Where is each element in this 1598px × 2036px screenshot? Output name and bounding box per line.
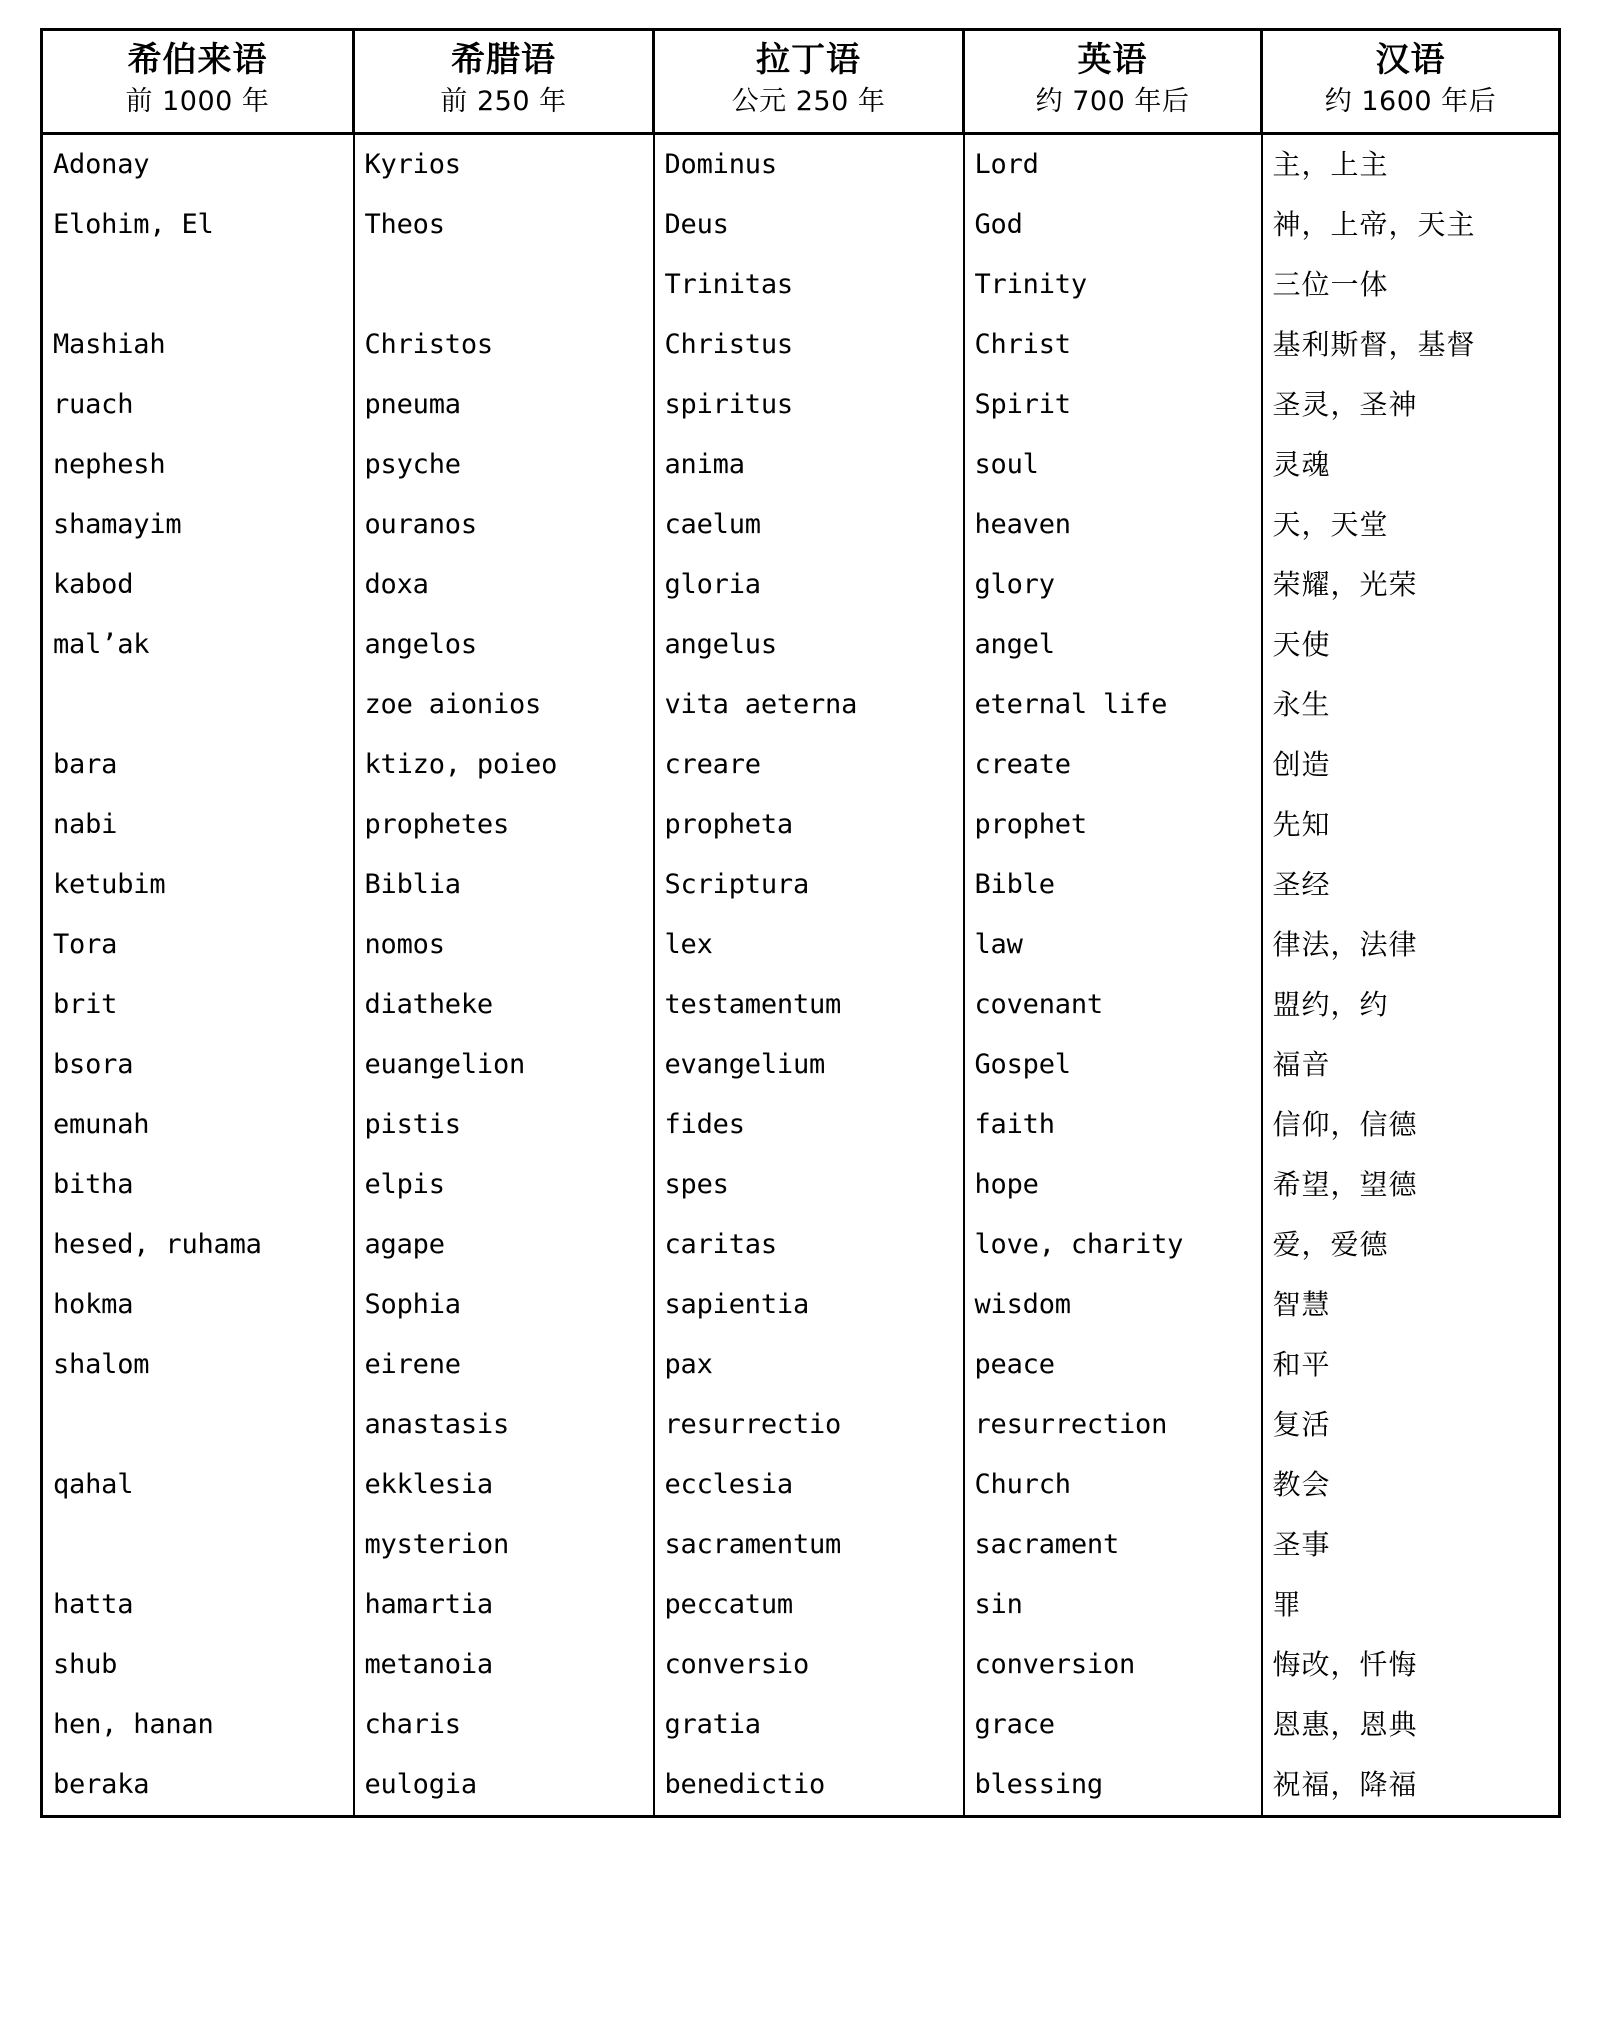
column-period-chinese: 约 1600 年后: [1324, 85, 1497, 117]
table-cell: 神，上帝，天主: [1262, 195, 1560, 255]
table-cell: lex: [654, 915, 964, 975]
table-cell: hokma: [42, 1275, 354, 1335]
table-cell: love, charity: [964, 1215, 1262, 1275]
table-cell: 盟约，约: [1262, 975, 1560, 1035]
table-cell: bara: [42, 735, 354, 795]
table-cell: 罪: [1262, 1575, 1560, 1635]
table-cell: 基利斯督，基督: [1262, 315, 1560, 375]
table-cell: Dominus: [654, 134, 964, 196]
table-cell: sacramentum: [654, 1515, 964, 1575]
table-row: [42, 255, 1560, 315]
table-cell: 永生: [1262, 675, 1560, 735]
column-header-english: [964, 30, 1262, 134]
column-language-hebrew: 希伯来语: [127, 40, 268, 80]
table-cell: Lord: [964, 134, 1262, 196]
table-cell: 福音: [1262, 1035, 1560, 1095]
table-cell: [42, 1395, 354, 1455]
table-cell: eulogia: [354, 1755, 654, 1817]
table-cell: hesed, ruhama: [42, 1215, 354, 1275]
table-cell: pax: [654, 1335, 964, 1395]
table-cell: grace: [964, 1695, 1262, 1755]
table-cell: 灵魂: [1262, 435, 1560, 495]
table-row: [42, 195, 1560, 255]
table-cell: heaven: [964, 495, 1262, 555]
table-cell: caelum: [654, 495, 964, 555]
table-cell: fides: [654, 1095, 964, 1155]
table-row: [42, 495, 1560, 555]
table-cell: 先知: [1262, 795, 1560, 855]
column-language-chinese: 汉语: [1375, 40, 1446, 80]
table-cell: 和平: [1262, 1335, 1560, 1395]
table-cell: faith: [964, 1095, 1262, 1155]
table-cell: ktizo, poieo: [354, 735, 654, 795]
table-cell: eirene: [354, 1335, 654, 1395]
table-body: [42, 134, 1560, 1817]
table-cell: Theos: [354, 195, 654, 255]
table-cell: caritas: [654, 1215, 964, 1275]
table-cell: covenant: [964, 975, 1262, 1035]
table-cell: 荣耀，光荣: [1262, 555, 1560, 615]
table-cell: shub: [42, 1635, 354, 1695]
table-cell: 天使: [1262, 615, 1560, 675]
table-cell: Trinity: [964, 255, 1262, 315]
table-cell: creare: [654, 735, 964, 795]
table-cell: evangelium: [654, 1035, 964, 1095]
table-cell: prophet: [964, 795, 1262, 855]
table-row: [42, 1275, 1560, 1335]
table-row: [42, 855, 1560, 915]
table-row: [42, 1095, 1560, 1155]
table-row: [42, 915, 1560, 975]
table-cell: psyche: [354, 435, 654, 495]
table-cell: brit: [42, 975, 354, 1035]
table-cell: conversion: [964, 1635, 1262, 1695]
table-cell: angelus: [654, 615, 964, 675]
table-cell: 信仰，信德: [1262, 1095, 1560, 1155]
table-cell: Trinitas: [654, 255, 964, 315]
table-row: [42, 315, 1560, 375]
table-row: [42, 1575, 1560, 1635]
table-cell: hen, hanan: [42, 1695, 354, 1755]
table-row: [42, 1215, 1560, 1275]
table-cell: angel: [964, 615, 1262, 675]
column-language-greek: 希腊语: [451, 40, 556, 80]
table-cell: zoe aionios: [354, 675, 654, 735]
table-cell: testamentum: [654, 975, 964, 1035]
table-cell: euangelion: [354, 1035, 654, 1095]
table-cell: propheta: [654, 795, 964, 855]
table-cell: Kyrios: [354, 134, 654, 196]
table-cell: blessing: [964, 1755, 1262, 1817]
table-cell: emunah: [42, 1095, 354, 1155]
table-cell: shamayim: [42, 495, 354, 555]
table-cell: 恩惠，恩典: [1262, 1695, 1560, 1755]
table-cell: sacrament: [964, 1515, 1262, 1575]
table-cell: resurrection: [964, 1395, 1262, 1455]
table-row: [42, 615, 1560, 675]
table-cell: ekklesia: [354, 1455, 654, 1515]
table-cell: eternal life: [964, 675, 1262, 735]
table-cell: pistis: [354, 1095, 654, 1155]
column-header-hebrew: [42, 30, 354, 134]
column-language-english: 英语: [1077, 40, 1148, 80]
table-cell: conversio: [654, 1635, 964, 1695]
table-cell: Church: [964, 1455, 1262, 1515]
table-row: [42, 675, 1560, 735]
column-header-chinese: [1262, 30, 1560, 134]
table-cell: 创造: [1262, 735, 1560, 795]
table-header: [42, 30, 1560, 134]
table-cell: Gospel: [964, 1035, 1262, 1095]
table-cell: mal’ak: [42, 615, 354, 675]
table-cell: vita aeterna: [654, 675, 964, 735]
table-cell: metanoia: [354, 1635, 654, 1695]
column-header-latin: [654, 30, 964, 134]
table-row: [42, 1395, 1560, 1455]
table-cell: hamartia: [354, 1575, 654, 1635]
table-row: [42, 134, 1560, 196]
column-period-hebrew: 前 1000 年: [125, 85, 270, 117]
table-cell: Scriptura: [654, 855, 964, 915]
table-cell: wisdom: [964, 1275, 1262, 1335]
table-row: [42, 435, 1560, 495]
table-row: [42, 555, 1560, 615]
table-cell: 圣灵，圣神: [1262, 375, 1560, 435]
table-cell: spiritus: [654, 375, 964, 435]
table-cell: qahal: [42, 1455, 354, 1515]
table-row: [42, 1515, 1560, 1575]
table-cell: bitha: [42, 1155, 354, 1215]
table-cell: Tora: [42, 915, 354, 975]
table-row: [42, 1155, 1560, 1215]
column-language-latin: 拉丁语: [756, 40, 861, 80]
table-cell: hatta: [42, 1575, 354, 1635]
table-cell: 复活: [1262, 1395, 1560, 1455]
table-cell: 主，上主: [1262, 134, 1560, 196]
table-row: [42, 1695, 1560, 1755]
table-cell: Mashiah: [42, 315, 354, 375]
table-row: [42, 1035, 1560, 1095]
table-cell: pneuma: [354, 375, 654, 435]
table-cell: beraka: [42, 1755, 354, 1817]
table-row: [42, 975, 1560, 1035]
table-cell: ruach: [42, 375, 354, 435]
table-cell: nabi: [42, 795, 354, 855]
table-cell: spes: [654, 1155, 964, 1215]
table-cell: ecclesia: [654, 1455, 964, 1515]
table-cell: 祝福，降福: [1262, 1755, 1560, 1817]
lexicon-table: [40, 28, 1561, 1818]
table-cell: charis: [354, 1695, 654, 1755]
table-row: [42, 1755, 1560, 1817]
table-cell: Adonay: [42, 134, 354, 196]
table-cell: 教会: [1262, 1455, 1560, 1515]
table-cell: 智慧: [1262, 1275, 1560, 1335]
column-header-greek: [354, 30, 654, 134]
table-cell: create: [964, 735, 1262, 795]
table-cell: gloria: [654, 555, 964, 615]
table-cell: hope: [964, 1155, 1262, 1215]
table-cell: 圣经: [1262, 855, 1560, 915]
table-cell: 爱，爱德: [1262, 1215, 1560, 1275]
table-cell: soul: [964, 435, 1262, 495]
table-cell: peccatum: [654, 1575, 964, 1635]
table-cell: Elohim, El: [42, 195, 354, 255]
table-cell: mysterion: [354, 1515, 654, 1575]
table-cell: Bible: [964, 855, 1262, 915]
column-period-latin: 公元 250 年: [731, 85, 886, 117]
table-cell: diatheke: [354, 975, 654, 1035]
table-cell: angelos: [354, 615, 654, 675]
table-cell: 圣事: [1262, 1515, 1560, 1575]
table-cell: nephesh: [42, 435, 354, 495]
table-cell: 律法，法律: [1262, 915, 1560, 975]
column-period-greek: 前 250 年: [440, 85, 567, 117]
table-cell: doxa: [354, 555, 654, 615]
table-cell: glory: [964, 555, 1262, 615]
table-cell: Spirit: [964, 375, 1262, 435]
table-cell: Deus: [654, 195, 964, 255]
header-row: [42, 30, 1560, 134]
table-cell: anima: [654, 435, 964, 495]
table-cell: Biblia: [354, 855, 654, 915]
table-cell: benedictio: [654, 1755, 964, 1817]
table-cell: Christus: [654, 315, 964, 375]
table-cell: ketubim: [42, 855, 354, 915]
table-cell: agape: [354, 1215, 654, 1275]
table-cell: bsora: [42, 1035, 354, 1095]
table-cell: law: [964, 915, 1262, 975]
table-row: [42, 375, 1560, 435]
table-cell: nomos: [354, 915, 654, 975]
table-cell: sapientia: [654, 1275, 964, 1335]
table-cell: ouranos: [354, 495, 654, 555]
table-cell: [354, 255, 654, 315]
table-cell: kabod: [42, 555, 354, 615]
table-cell: 悔改，忏悔: [1262, 1635, 1560, 1695]
table-cell: Christ: [964, 315, 1262, 375]
table-cell: prophetes: [354, 795, 654, 855]
table-cell: resurrectio: [654, 1395, 964, 1455]
table-cell: [42, 1515, 354, 1575]
table-cell: Sophia: [354, 1275, 654, 1335]
column-period-english: 约 700 年后: [1035, 85, 1190, 117]
table-cell: 天，天堂: [1262, 495, 1560, 555]
table-cell: [42, 255, 354, 315]
table-cell: shalom: [42, 1335, 354, 1395]
table-cell: Christos: [354, 315, 654, 375]
table-row: [42, 1455, 1560, 1515]
table-cell: 三位一体: [1262, 255, 1560, 315]
table-row: [42, 1635, 1560, 1695]
table-cell: God: [964, 195, 1262, 255]
table-cell: sin: [964, 1575, 1262, 1635]
table-row: [42, 795, 1560, 855]
table-cell: gratia: [654, 1695, 964, 1755]
table-row: [42, 1335, 1560, 1395]
table-cell: peace: [964, 1335, 1262, 1395]
table-cell: anastasis: [354, 1395, 654, 1455]
table-row: [42, 735, 1560, 795]
table-cell: 希望，望德: [1262, 1155, 1560, 1215]
table-cell: [42, 675, 354, 735]
table-cell: elpis: [354, 1155, 654, 1215]
